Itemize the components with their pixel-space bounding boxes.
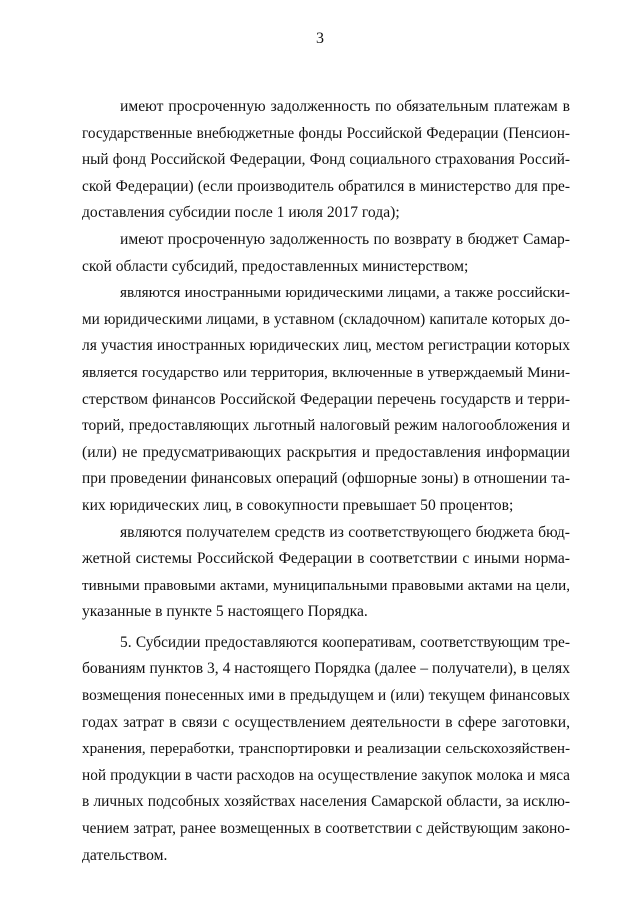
text-line: (или) не предусматривающих раскрытия и предоставления информации [82,443,570,461]
text-line: тивными правовыми актами, муниципальными правовыми актами на цели, [82,577,570,594]
text-line: ной продукции в части расходов на осуществление закупок молока и мяса [82,766,570,784]
text-line: ный фонд Российской Федерации, Фонд социального страхования Россий- [82,151,570,169]
text-line: торий, предоставляющих льготный налоговый режим налогообложения и [82,417,570,435]
text-line: возмещения понесенных ими в предыдущем и (или) текущем финансовых [82,687,570,705]
text-line: ми юридическими лицами, в уставном (складочном) капитале которых до- [82,310,570,328]
text-line: хранения, переработки, транспортировки и реализации сельскохозяйствен- [82,740,570,758]
text-line: имеют просроченную задолженность по возврату в бюджет Самар- [120,230,570,248]
paragraph-4 [82,520,570,626]
page-number: 3 [316,30,324,47]
text-line: являются иностранными юридическими лицами, а также российски- [120,284,570,302]
text-line: ской области субсидий, предоставленных министерством; [82,257,469,275]
text-line: имеют просроченную задолженность по обязательным платежам в [120,98,570,115]
paragraph-1 [82,94,570,227]
text-line: дательством. [82,846,168,864]
text-line: годах затрат в связи с осуществлением деятельности в сфере заготовки, [82,713,570,731]
paragraph-2 [82,227,570,280]
text-line: являются получателем средств из соответствующего бюджета бюд- [120,523,570,541]
paragraph-3 [82,280,570,519]
text-line: ля участия иностранных юридических лиц, местом регистрации которых [82,337,570,355]
text-line: государственные внебюджетные фонды Российской Федерации (Пенсион- [82,124,570,142]
document-body [82,94,570,869]
text-line: ких юридических лиц, в совокупности превышает 50 процентов; [82,496,514,514]
text-line: доставления субсидии после 1 июля 2017 года); [82,204,400,222]
text-line: чением затрат, ранее возмещенных в соответствии с действующим законо- [82,820,570,838]
text-line: ской Федерации) (если производитель обратился в министерство для пре- [82,177,570,195]
text-line: является государство или территория, включенные в утверждаемый Мини- [82,363,570,381]
text-line: указанные в пункте 5 настоящего Порядка. [82,603,368,621]
text-line: в личных подсобных хозяйствах населения Самарской области, за исклю- [82,793,570,811]
text-line: 5. Субсидии предоставляются кооперативам, соответствующим тре- [120,633,570,651]
text-line: бованиям пунктов 3, 4 настоящего Порядка (далее – получатели), в целях [82,660,570,678]
text-line: стерством финансов Российской Федерации перечень государств и терри- [82,390,570,408]
text-line: жетной системы Российской Федерации в соответствии с иными норма- [82,550,570,568]
text-line: при проведении финансовых операций (офшорные зоны) в отношении та- [82,470,570,488]
paragraph-5 [82,630,570,869]
